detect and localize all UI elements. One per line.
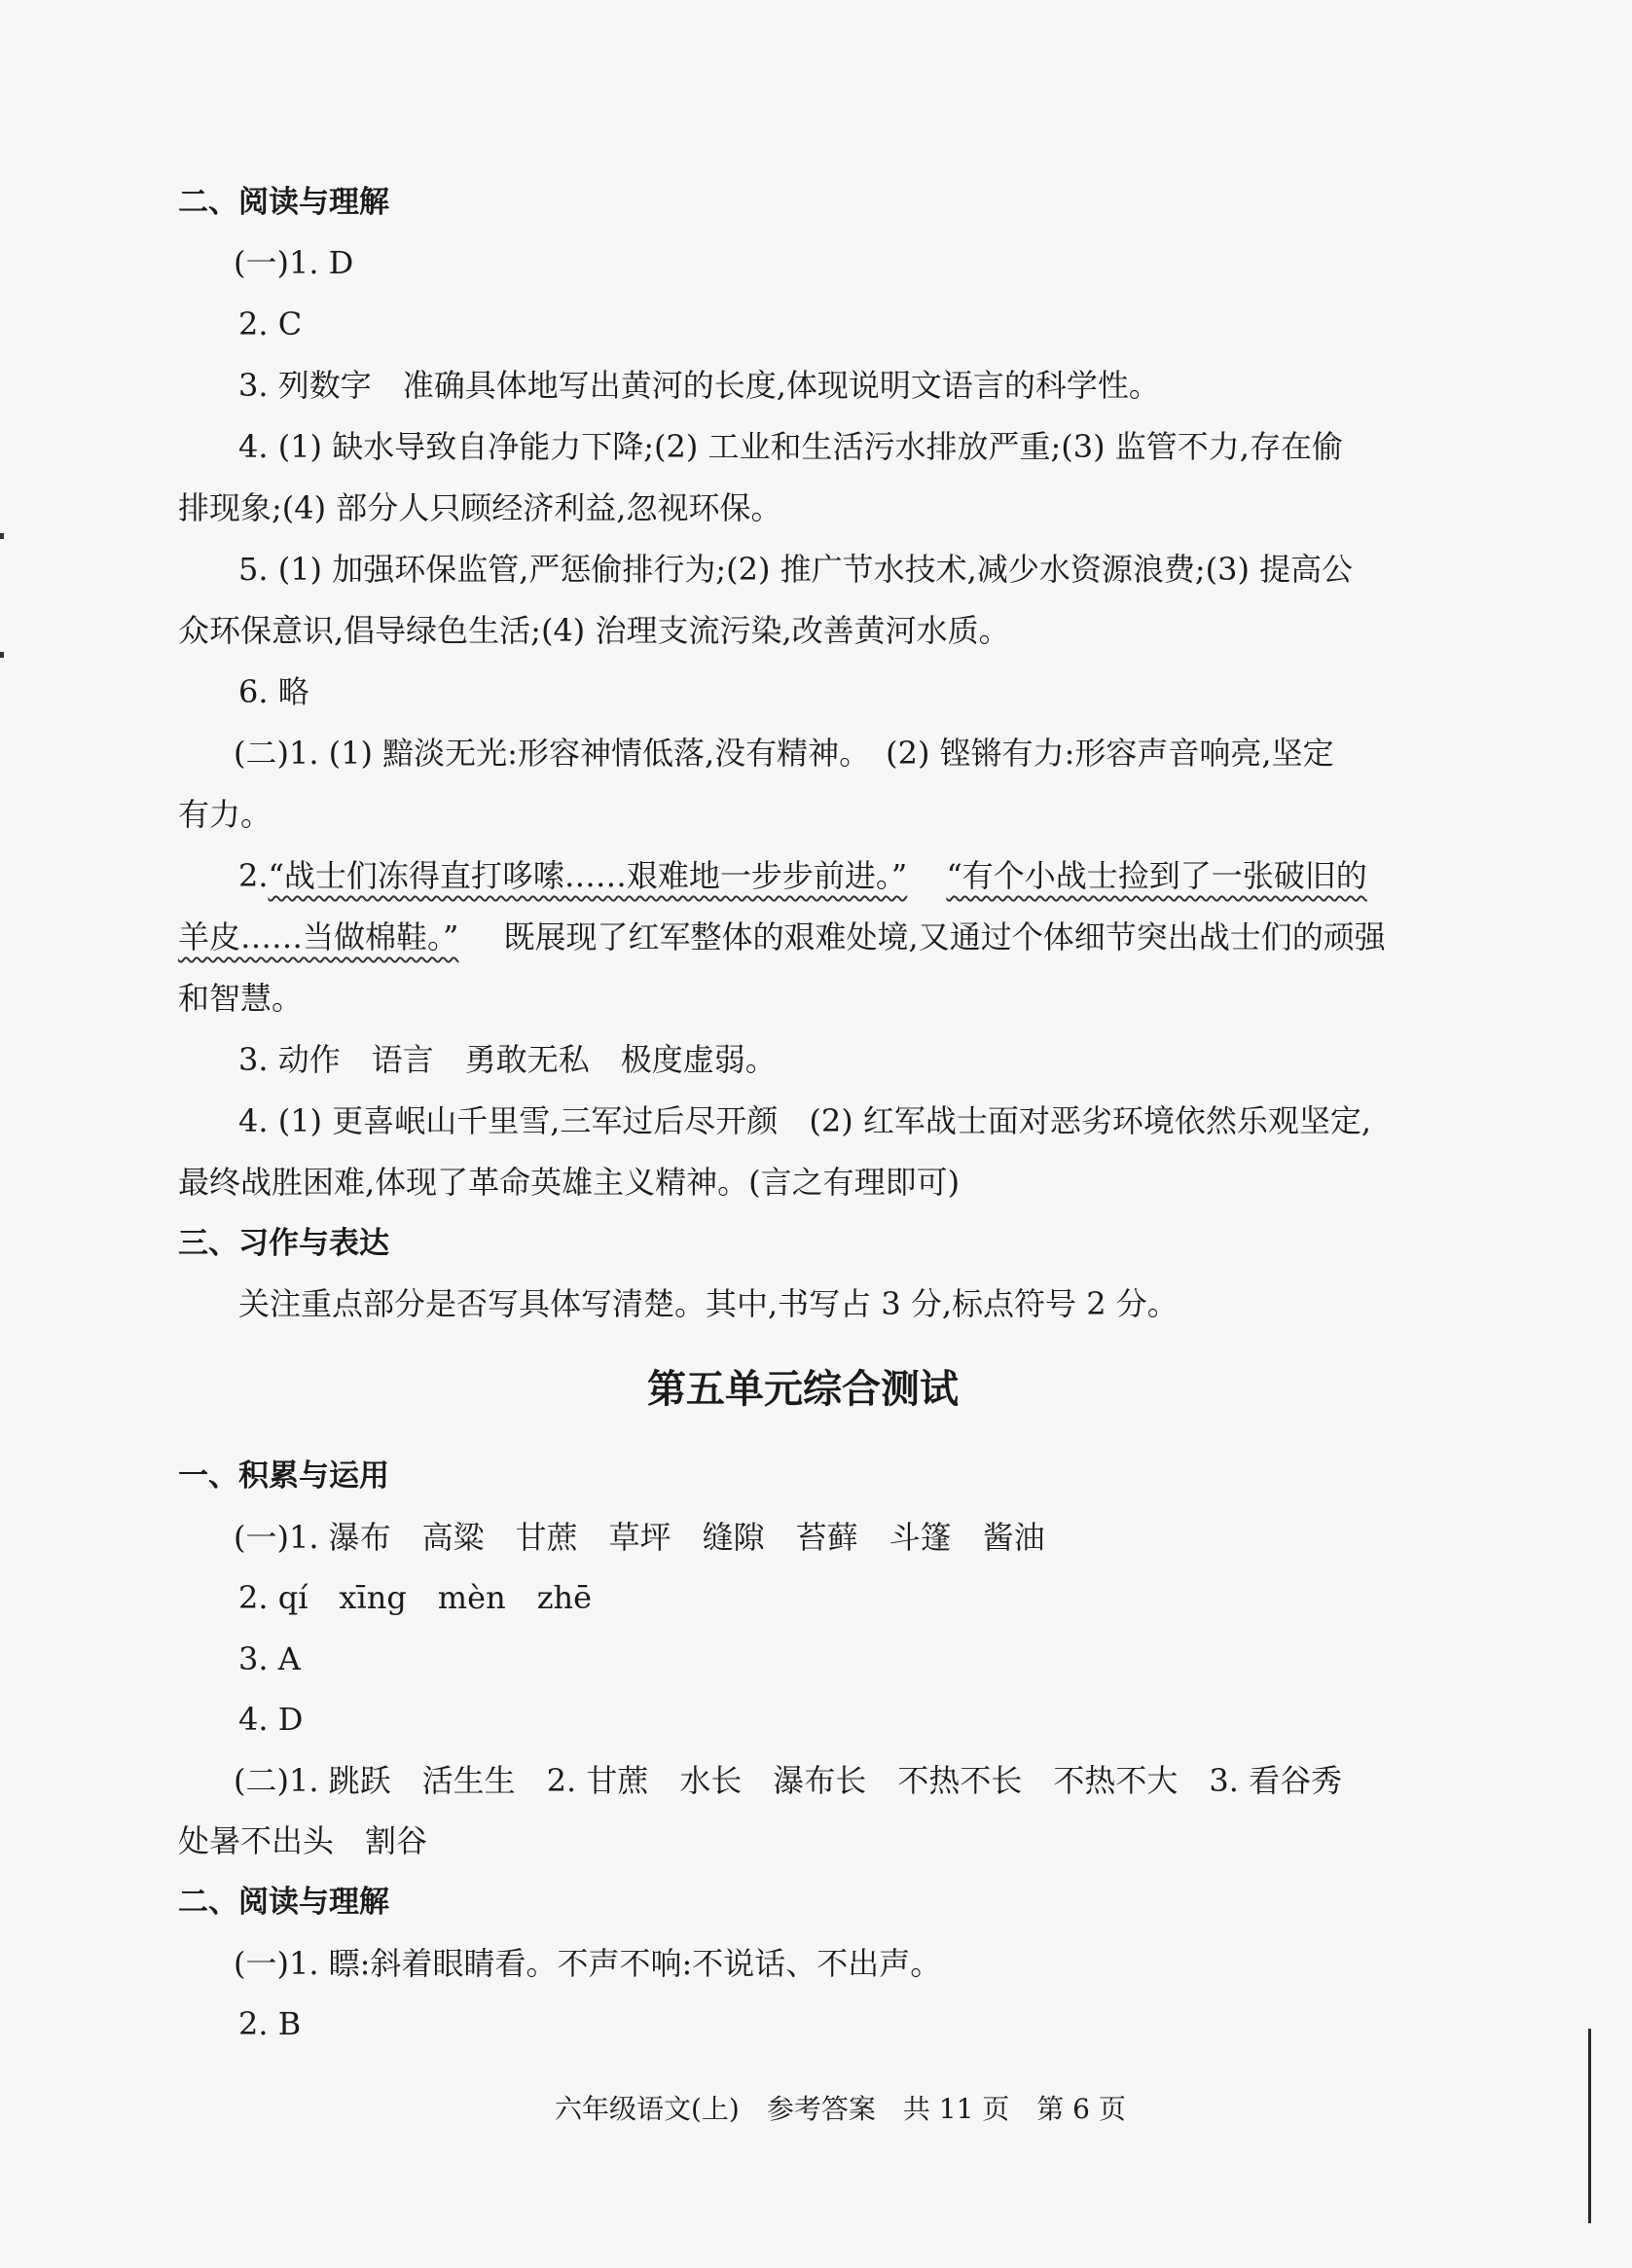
- answer-line: (一)1. 瞟:斜着眼睛看。不声不响:不说话、不出声。: [234, 1945, 942, 1982]
- answer-line: 众环保意识,倡导绿色生活;(4) 治理支流污染,改善黄河水质。: [178, 612, 1010, 649]
- answer-line-quotes: [238, 856, 1367, 895]
- answer-line: (一)1. D: [234, 244, 354, 281]
- quoted-sentence: “有个小战士捡到了一张破旧的: [946, 857, 1367, 894]
- answer-line: 关注重点部分是否写具体写清楚。其中,书写占 3 分,标点符号 2 分。: [238, 1285, 1179, 1322]
- answer-line: 4. D: [238, 1701, 304, 1738]
- answer-line: 和智慧。: [178, 980, 304, 1017]
- scan-speck: [0, 533, 4, 539]
- answer-line-quotes: [178, 918, 1386, 956]
- quoted-sentence: 羊皮……当做棉鞋。”: [178, 918, 459, 955]
- question-number: 2.: [238, 857, 269, 894]
- answer-line: 2. qí xīng mèn zhē: [238, 1579, 593, 1616]
- answer-line: 最终战胜困难,体现了革命英雄主义精神。(言之有理即可): [178, 1164, 961, 1201]
- answer-line: (二)1. 跳跃 活生生 2. 甘蔗 水长 瀑布长 不热不长 不热不大 3. 看谷秀: [234, 1762, 1343, 1799]
- scan-speck: [0, 652, 4, 658]
- answer-line: 5. (1) 加强环保监管,严惩偷排行为;(2) 推广节水技术,减少水资源浪费;(3) 提高公: [238, 551, 1354, 588]
- answer-line: 处暑不出头 割谷: [178, 1822, 428, 1859]
- answer-line: 3. 列数字 准确具体地写出黄河的长度,体现说明文语言的科学性。: [238, 367, 1160, 404]
- section-heading-reading-2: 二、阅读与理解: [178, 1885, 389, 1920]
- answer-line: (二)1. (1) 黯淡无光:形容神情低落,没有精神。 (2) 铿锵有力:形容声音响亮,坚定: [234, 735, 1334, 772]
- answer-line: (一)1. 瀑布 高粱 甘蔗 草坪 缝隙 苔藓 斗篷 酱油: [234, 1519, 1045, 1556]
- answer-line: 2. C: [238, 306, 303, 342]
- quoted-sentence: “战士们冻得直打哆嗦……艰难地一步步前进。”: [268, 857, 908, 894]
- answer-line: 4. (1) 更喜岷山千里雪,三军过后尽开颜 (2) 红军战士面对恶劣环境依然乐观坚定,: [238, 1102, 1372, 1139]
- page-footer: 六年级语文(上) 参考答案 共 11 页 第 6 页: [555, 2093, 1126, 2125]
- section-heading-reading: 二、阅读与理解: [178, 185, 389, 220]
- answer-line: 3. A: [238, 1640, 301, 1677]
- answer-line: 排现象;(4) 部分人只顾经济利益,忽视环保。: [178, 489, 782, 526]
- answer-line: 2. B: [238, 2005, 302, 2042]
- answer-line: 4. (1) 缺水导致自净能力下降;(2) 工业和生活污水排放严重;(3) 监管不力,存在偷: [238, 428, 1343, 465]
- scan-edge-rule: [1588, 2029, 1591, 2223]
- answer-line: 3. 动作 语言 勇敢无私 极度虚弱。: [238, 1041, 777, 1078]
- answer-text: 既展现了红军整体的艰难处境,又通过个体细节突出战士们的顽强: [503, 918, 1386, 955]
- section-heading-writing: 三、习作与表达: [178, 1226, 389, 1261]
- section-heading-accumulation: 一、积累与运用: [178, 1458, 389, 1494]
- unit-title: 第五单元综合测试: [647, 1367, 959, 1412]
- answer-line: 有力。: [178, 796, 272, 833]
- answer-line: 6. 略: [238, 673, 309, 710]
